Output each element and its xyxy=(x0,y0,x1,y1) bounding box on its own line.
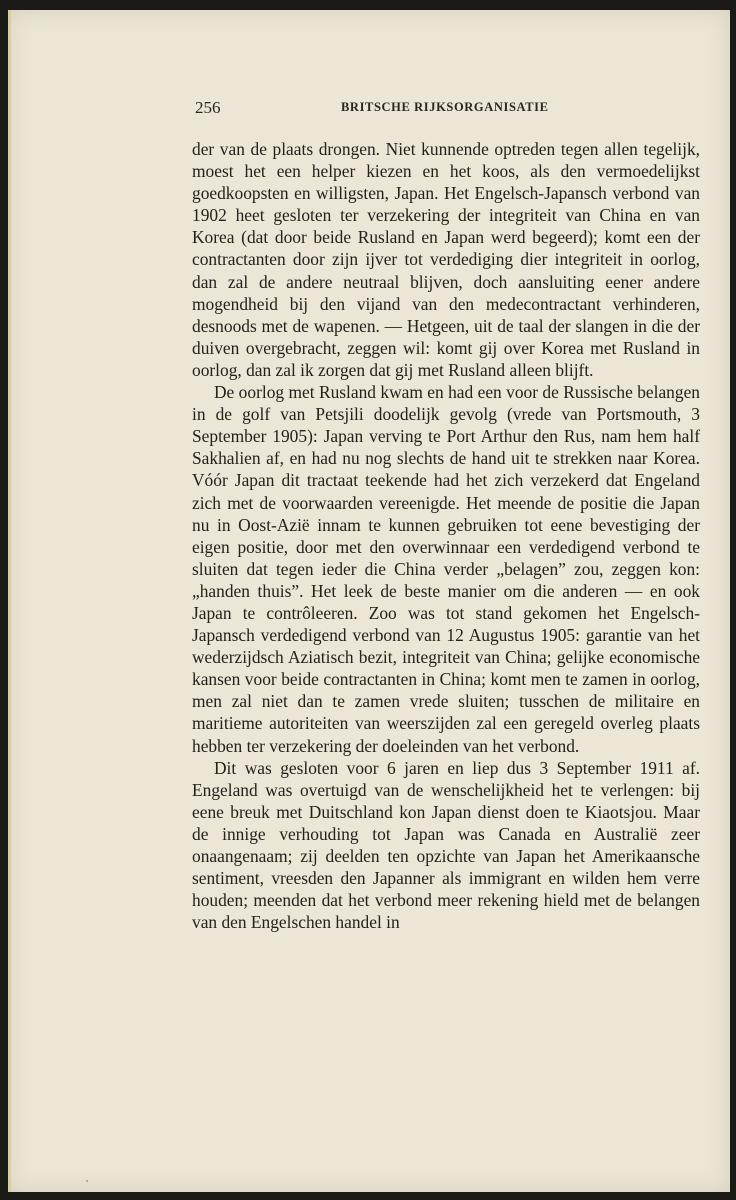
paragraph-3: Dit was gesloten voor 6 jaren en liep dus 3 September 1911 af. Engeland was overtuigd van de wenschelijkheid het te verlengen: bij eene breuk met Duitschland kon Japan dienst doen te Kiaotsjou. Maar de innige verhouding tot Japan was Canada en Australië zeer onaangenaam; zij deelden ten opzichte van Japan het Amerikaansche sentiment, vreesden den Japanner als immigrant en wilden hem verre houden; meenden dat het verbond meer rekening hield met de belangen van den Engelschen handel in xyxy=(192,757,700,933)
page-body xyxy=(192,138,700,933)
paper-speck xyxy=(86,1180,88,1182)
paragraph-1: der van de plaats drongen. Niet kunnende optreden tegen allen tegelijk, moest het een helper kiezen en het koos, als den vermoedelijkst goedkoopsten en willigsten, Japan. Het Engelsch-Japansch verbond van 1902 heet gesloten ter verzekering der integriteit van China en van Korea (dat door beide Rusland en Japan werd begeerd); komt een der contractanten door zijn ijver tot verdediging dier integriteit in oorlog, dan zal de andere neutraal blijven, doch aansluiting eener andere mogendheid bij den vijand van den medecontractant verhinderen, desnoods met de wapenen. — Hetgeen, uit de taal der slangen in die der duiven overgebracht, zeggen wil: komt gij over Korea met Rusland in oorlog, dan zal ik zorgen dat gij met Rusland alleen blijft. xyxy=(192,139,700,380)
paragraph-2: De oorlog met Rusland kwam en had een voor de Russische belangen in de golf van Petsjili doodelijk gevolg (vrede van Portsmouth, 3 September 1905): Japan verving te Port Arthur den Rus, nam hem half Sakhalien af, en had nu nog slechts de hand uit te strekken naar Korea. Vóór Japan dit tractaat teekende had het zich verzekerd dat Engeland zich met de voorwaarden vereenigde. Het meende de positie die Japan nu in Oost-Azië innam te kunnen gebruiken tot eene bevestiging der eigen positie, door met den overwinnaar een verdedigend verbond te sluiten dat tegen ieder die China verder „belagen” zou, zeggen kon: „handen thuis”. Het leek de beste manier om die anderen — en ook Japan te contrôleeren. Zoo was tot stand gekomen het Engelsch-Japansch verdedigend verbond van 12 Augustus 1905: garantie van het wederzijdsch Aziatisch bezit, integriteit van China; gelijke economische kansen voor beide contractanten in China; komt men te zamen in oorlog, men zal niet dan te zamen vrede sluiten; tusschen de militaire en maritieme autoriteiten van weerszijden zal een geregeld overleg plaats hebben ter verzekering der doeleinden van het verbond. xyxy=(192,382,700,756)
page-header xyxy=(195,98,705,122)
running-title: BRITSCHE RIJKSORGANISATIE xyxy=(341,100,549,114)
page-number: 256 xyxy=(195,98,221,117)
